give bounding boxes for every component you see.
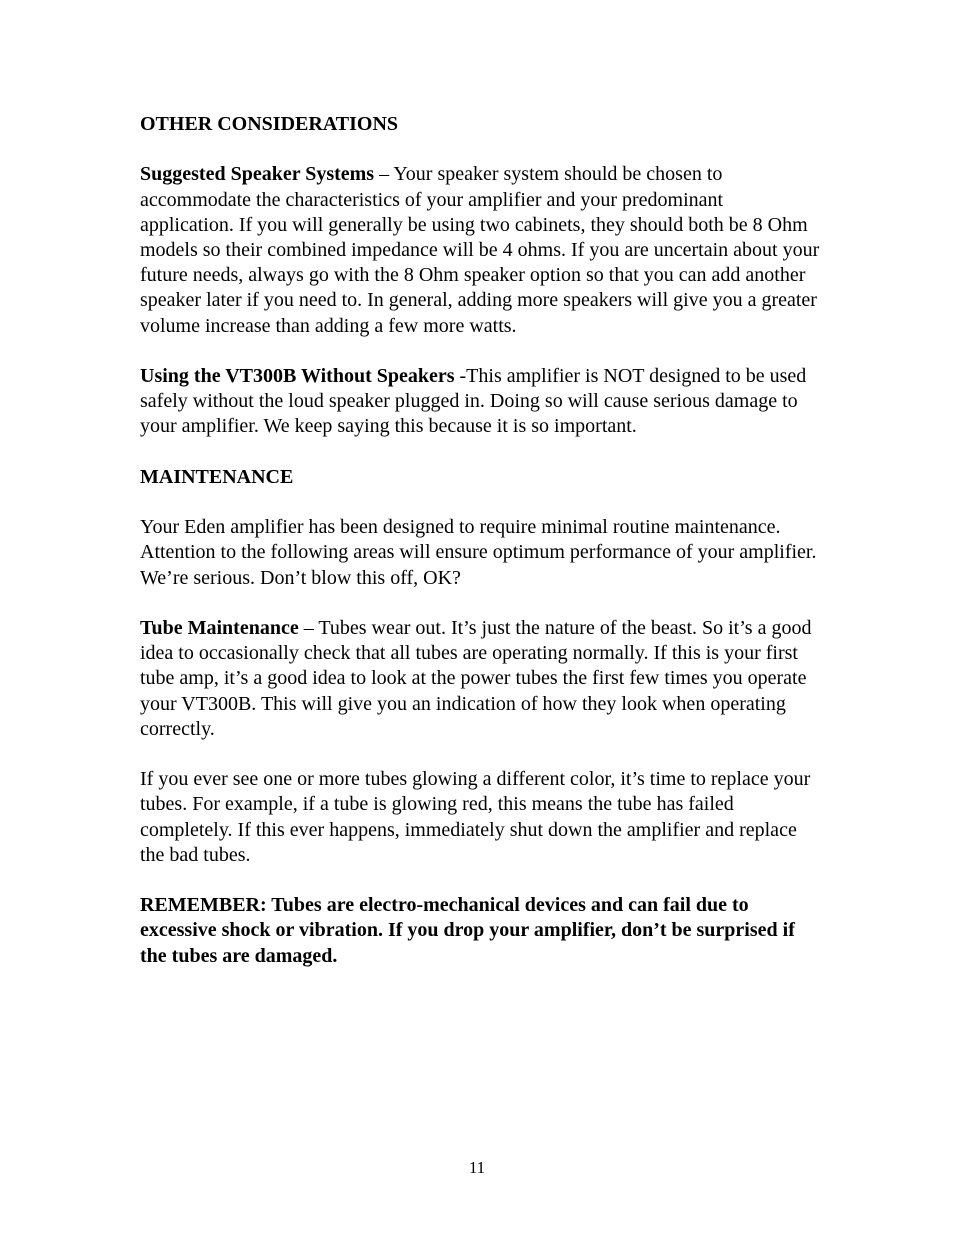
without-speakers-text: -This amplifier is NOT designed to be used safely without the loud speaker plugged in. Doing so will cause serious damage to your amplifier. We keep saying this because it is so important. [140, 365, 807, 438]
maintenance-paragraph: Your Eden amplifier has been designed to require minimal routine maintenance. Attention to the following areas will ensure optimum performance of your amplifier. We’re serious. Don’t blow this off, OK? [140, 516, 817, 589]
page-number: 11 [468, 1158, 486, 1177]
tube-maintenance-paragraph [140, 616, 820, 742]
without-speakers-lead: Using the VT300B Without Speakers [140, 365, 455, 387]
without-speakers-paragraph [140, 364, 820, 440]
tube-glow-paragraph: If you ever see one or more tubes glowing a different color, it’s time to replace your tubes. For example, if a tube is glowing red, this means the tube has failed completely. If this ever happens, immediately shut down the amplifier and replace the bad tubes. [140, 768, 811, 866]
document-body [140, 112, 820, 994]
tube-maintenance-lead: Tube Maintenance [140, 616, 299, 639]
remember-warning: REMEMBER: Tubes are electro-mechanical devices and can fail due to excessive shock or vibration. If you drop your amplifier, don’t be surprised if the tubes are damaged. [140, 894, 795, 967]
other-considerations-heading: OTHER CONSIDERATIONS [140, 113, 399, 135]
speaker-systems-text: – Your speaker system should be chosen to accommodate the characteristics of your amplifier and your predominant application. If you will generally be using two cabinets, they should both be 8 Ohm models so their combined impedance will be 4 ohms. If you are uncertain about your future needs, always go with the 8 Ohm speaker option so that you can add another speaker later if you need to. In general, adding more speakers will give you a greater volume increase than adding a few more watts. [140, 163, 820, 337]
speaker-systems-paragraph [140, 162, 820, 338]
maintenance-heading: MAINTENANCE [140, 465, 294, 488]
speaker-systems-lead: Suggested Speaker Systems [140, 163, 375, 186]
tube-maintenance-text: – Tubes wear out. It’s just the nature of the beast. So it’s a good idea to occasionally check that all tubes are operating normally. If this is your first tube amp, it’s a good idea to look at the power tubes the first few times you operate your VT300B. This will give you an indication of how they look when operating correctly. [140, 616, 812, 740]
